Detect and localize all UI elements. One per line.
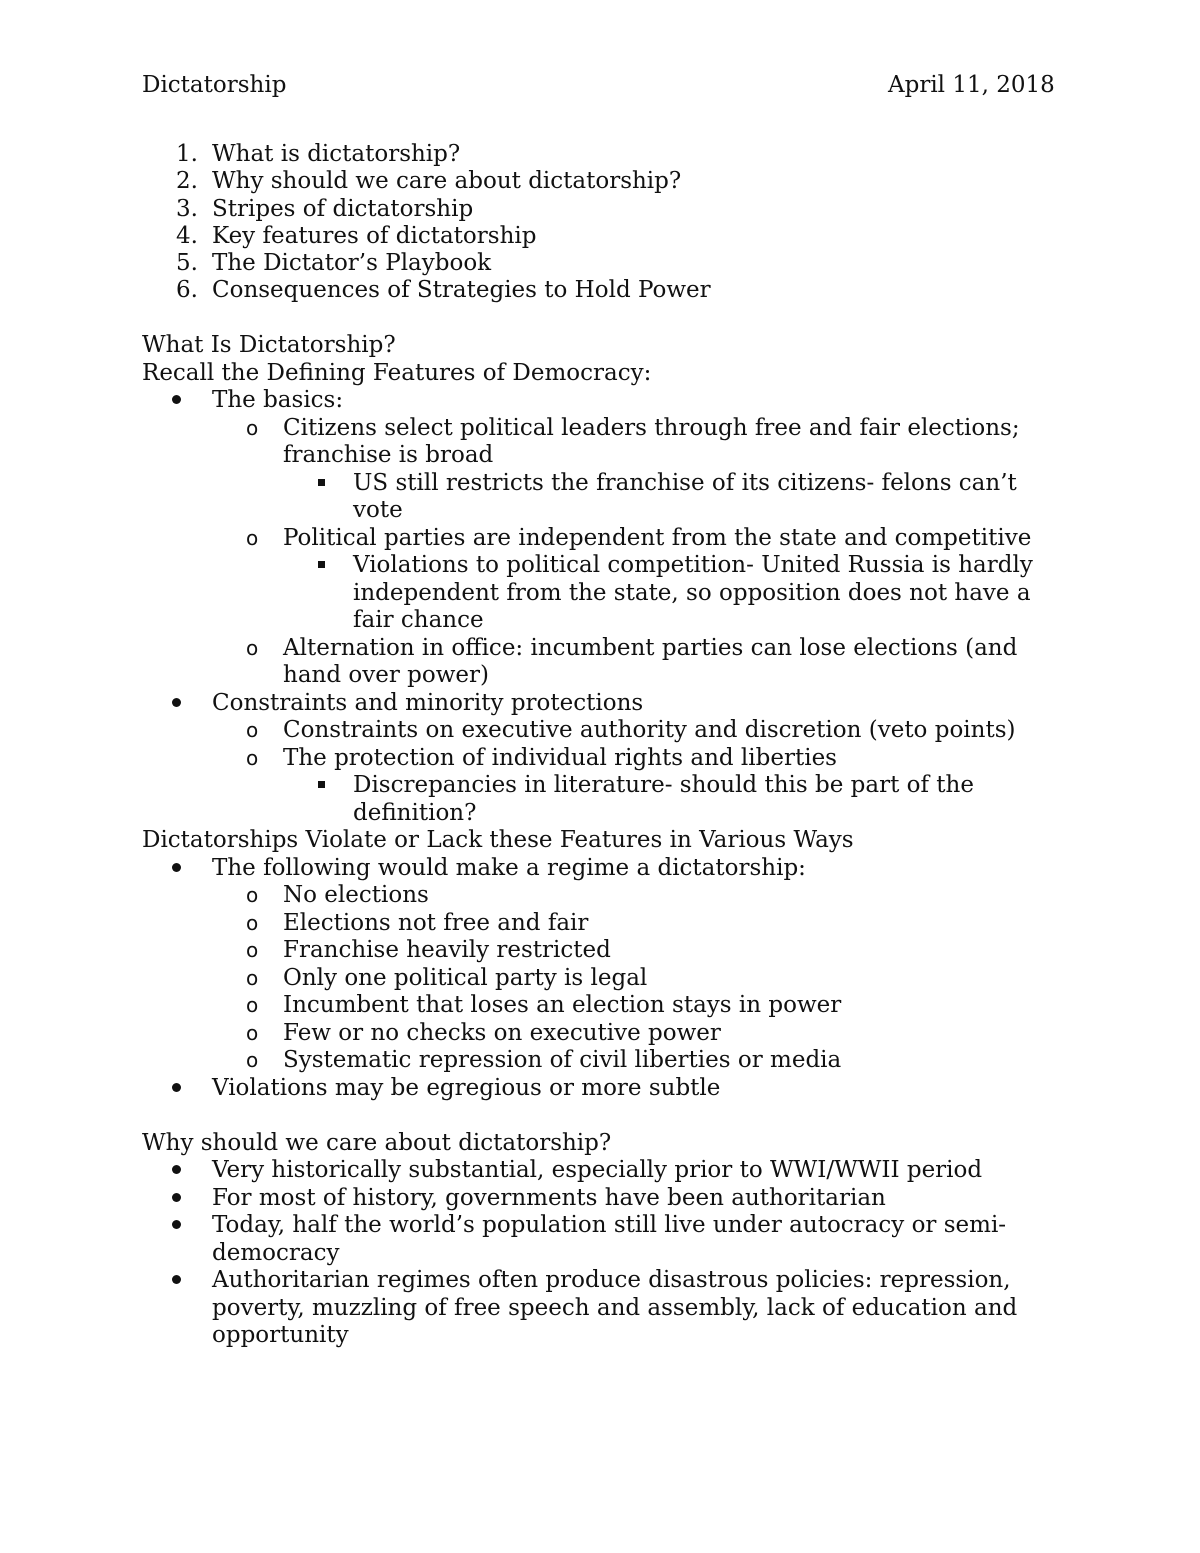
- outline-item-number: 3.: [176, 195, 198, 222]
- bullet-item-level-1: [142, 690, 1062, 718]
- bullet-circle-icon: o: [246, 745, 259, 770]
- document-title: Dictatorship: [142, 72, 287, 98]
- bullet-text: Citizens select political leaders through free and fair elections; franchise is broad: [283, 414, 1020, 469]
- bullet-disc-icon: [172, 1083, 181, 1092]
- outline-item: [142, 196, 1062, 223]
- section-heading: What Is Dictatorship?: [142, 332, 396, 359]
- bullet-circle-icon: o: [246, 938, 259, 963]
- document-date: April 11, 2018: [888, 72, 1055, 98]
- bullet-text: Franchise heavily restricted: [283, 937, 611, 964]
- bullet-disc-icon: [172, 1193, 181, 1202]
- bullet-square-icon: [318, 479, 325, 486]
- bullet-disc-icon: [172, 1220, 181, 1229]
- bullet-text: For most of history, governments have been authoritarian: [212, 1184, 886, 1211]
- bullet-item-level-3: [142, 552, 1062, 635]
- bullet-text: Violations may be egregious or more subtle: [212, 1074, 721, 1101]
- blank-line: [142, 305, 1062, 333]
- bullet-disc-icon: [172, 1165, 181, 1174]
- bullet-item-level-2: [142, 965, 1062, 993]
- outline-item-text: What is dictatorship?: [212, 141, 461, 167]
- bullet-item-level-3: [142, 772, 1062, 827]
- bullet-disc-icon: [172, 395, 181, 404]
- bullet-text: Only one political party is legal: [283, 964, 648, 991]
- bullet-text: Incumbent that loses an election stays in power: [283, 992, 842, 1019]
- bullet-text: Alternation in office: incumbent parties can lose elections (and hand over power): [283, 634, 1018, 689]
- bullet-square-icon: [318, 781, 325, 788]
- bullet-text: Violations to political competition- United Russia is hardly independent from the state, so opposition does not have a fair chance: [353, 552, 1033, 634]
- outline-item-text: Consequences of Strategies to Hold Power: [212, 277, 711, 304]
- section-heading: Dictatorships Violate or Lack these Features in Various Ways: [142, 827, 854, 854]
- bullet-text: The following would make a regime a dictatorship:: [212, 854, 806, 881]
- bullet-circle-icon: o: [246, 883, 259, 908]
- bullet-disc-icon: [172, 863, 181, 872]
- outline-item-number: 2.: [176, 168, 198, 195]
- bullet-square-icon: [318, 561, 325, 568]
- bullet-item-level-2: [142, 717, 1062, 745]
- bullet-item-level-1: [142, 387, 1062, 415]
- bullet-item-level-2: [142, 525, 1062, 553]
- bullet-text: Few or no checks on executive power: [283, 1019, 721, 1046]
- section-heading: Recall the Defining Features of Democracy:: [142, 359, 652, 386]
- bullet-item-level-1: [142, 1075, 1062, 1103]
- outline-item-text: The Dictator’s Playbook: [212, 250, 492, 277]
- outline-item: [142, 141, 1062, 168]
- outline-item-text: Key features of dictatorship: [212, 222, 537, 249]
- outline-item: [142, 250, 1062, 277]
- document-body: [142, 141, 1062, 1350]
- bullet-circle-icon: o: [246, 1048, 259, 1073]
- bullet-circle-icon: o: [246, 525, 259, 550]
- bullet-item-level-3: [142, 470, 1062, 525]
- outline-item: [142, 168, 1062, 195]
- bullet-text: Constraints and minority protections: [212, 689, 644, 716]
- bullet-item-level-2: [142, 635, 1062, 690]
- bullet-text: Very historically substantial, especially prior to WWI/WWII period: [212, 1157, 983, 1184]
- bullet-text: US still restricts the franchise of its citizens- felons can’t vote: [353, 469, 1017, 524]
- bullet-text: Constraints on executive authority and discretion (veto points): [283, 717, 1016, 744]
- bullet-disc-icon: [172, 698, 181, 707]
- bullet-circle-icon: o: [246, 718, 259, 743]
- bullet-text: Authoritarian regimes often produce disastrous policies: repression, poverty, muzzling of free speech and assembly, lack of education and opportunity: [212, 1267, 1018, 1349]
- bullet-circle-icon: o: [246, 910, 259, 935]
- bullet-item-level-1: [142, 1185, 1062, 1213]
- outline-list: [142, 141, 1062, 305]
- bullet-item-level-1: [142, 1212, 1062, 1267]
- bullet-item-level-2: [142, 1047, 1062, 1075]
- bullet-circle-icon: o: [246, 415, 259, 440]
- bullet-circle-icon: o: [246, 635, 259, 660]
- bullet-text: Systematic repression of civil liberties or media: [283, 1047, 842, 1074]
- bullet-text: Political parties are independent from the state and competitive: [283, 524, 1032, 551]
- bullet-text: Today, half the world’s population still live under autocracy or semi-democracy: [212, 1212, 1007, 1266]
- bullet-circle-icon: o: [246, 965, 259, 990]
- bullet-item-level-1: [142, 1267, 1062, 1350]
- bullet-circle-icon: o: [246, 1020, 259, 1045]
- bullet-circle-icon: o: [246, 993, 259, 1018]
- bullet-text: The basics:: [212, 387, 344, 414]
- outline-item-number: 4.: [176, 222, 198, 249]
- outline-item-number: 6.: [176, 277, 198, 304]
- bullet-text: No elections: [283, 882, 429, 909]
- bullet-text: Elections not free and fair: [283, 909, 589, 936]
- bullet-item-level-2: [142, 992, 1062, 1020]
- outline-item-text: Why should we care about dictatorship?: [212, 168, 682, 195]
- bullet-item-level-2: [142, 882, 1062, 910]
- blank-line: [142, 1102, 1062, 1130]
- bullet-item-level-2: [142, 937, 1062, 965]
- bullet-text: Discrepancies in literature- should this be part of the definition?: [353, 772, 974, 826]
- bullet-disc-icon: [172, 1275, 181, 1284]
- bullet-text: The protection of individual rights and liberties: [283, 744, 837, 771]
- section-heading: Why should we care about dictatorship?: [142, 1129, 612, 1156]
- bullet-item-level-2: [142, 1020, 1062, 1048]
- bullet-item-level-2: [142, 910, 1062, 938]
- outline-item-text: Stripes of dictatorship: [212, 195, 474, 222]
- bullet-item-level-2: [142, 745, 1062, 773]
- outline-item: [142, 277, 1062, 304]
- bullet-item-level-2: [142, 415, 1062, 470]
- notes-sections: [142, 305, 1062, 1350]
- outline-item-number: 1.: [176, 141, 198, 167]
- outline-item: [142, 223, 1062, 250]
- bullet-item-level-1: [142, 1157, 1062, 1185]
- outline-item-number: 5.: [176, 250, 198, 277]
- bullet-item-level-1: [142, 855, 1062, 883]
